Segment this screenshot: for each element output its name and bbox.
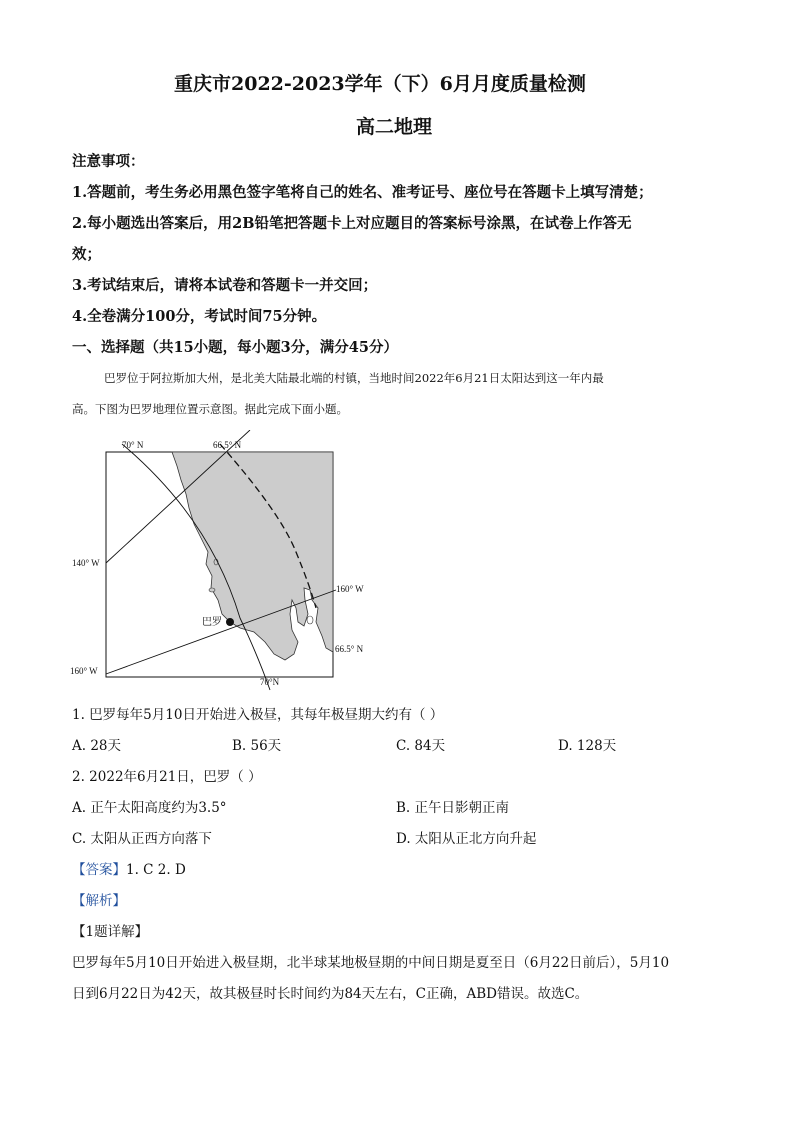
question-2-option-a: A. 正午太阳高度约为3.5° <box>72 800 227 816</box>
question-2-option-c: C. 太阳从正西方向落下 <box>72 831 212 847</box>
question-2-stem: 2. 2022年6月21日，巴罗（ ） <box>72 769 262 785</box>
section-intro: 巴罗位于阿拉斯加大州，是北美大陆最北端的村镇，当地时间2022年6月21日太阳达到这一年内最 <box>104 371 604 385</box>
answer-value: 1. C 2. D <box>126 862 186 878</box>
label-665n-right: 66.5° N <box>335 644 364 654</box>
islet <box>307 616 313 624</box>
question-2-option-b: B. 正午日影朝正南 <box>396 800 510 816</box>
label-665n-top: 66.5° N <box>213 440 242 450</box>
barrow-location-map <box>60 430 390 695</box>
page-subtitle: 高二地理 <box>356 116 433 138</box>
question-1-option-d: D. 128天 <box>558 738 617 754</box>
analysis-label: 【解析】 <box>72 893 126 909</box>
label-barrow: 巴罗 <box>202 617 222 628</box>
detail-text: 日到6月22日为42天，故其极昼时长时间约为84天左右，C正确，ABD错误。故选C。 <box>72 986 589 1002</box>
label-160w-right: 160° W <box>336 584 364 594</box>
label-70n-bottom: 70°N <box>260 677 280 687</box>
question-1-option-b: B. 56天 <box>232 738 282 754</box>
label-140w: 140° W <box>72 558 100 568</box>
page-title: 重庆市2022-2023学年（下）6月月度质量检测 <box>174 73 586 95</box>
question-1-option-a: A. 28天 <box>72 738 122 754</box>
section-intro: 高。下图为巴罗地理位置示意图。据此完成下面小题。 <box>72 402 348 416</box>
question-1-stem: 1. 巴罗每年5月10日开始进入极昼，其每年极昼期大约有（ ） <box>72 707 444 723</box>
section-heading: 一、选择题（共15小题，每小题3分，满分45分） <box>72 339 398 356</box>
barrow-marker <box>226 618 234 626</box>
note-item: 1.答题前，考生务必用黑色签字笔将自己的姓名、准考证号、座位号在答题卡上填写清楚； <box>72 184 653 201</box>
question-1-option-c: C. 84天 <box>396 738 446 754</box>
note-item: 3.考试结束后，请将本试卷和答题卡一并交回； <box>72 277 378 294</box>
detail-label: 【1题详解】 <box>72 924 149 940</box>
label-70n-top: 70° N <box>122 440 144 450</box>
answer-label: 【答案】 <box>72 862 126 878</box>
notes-heading: 注意事项： <box>72 153 145 170</box>
note-item: 4.全卷满分100分，考试时间75分钟。 <box>72 308 327 325</box>
note-item: 2.每小题选出答案后，用2B铅笔把答题卡上对应题目的答案标号涂黑，在试卷上作答无 <box>72 215 632 232</box>
detail-text: 巴罗每年5月10日开始进入极昼期，北半球某地极昼期的中间日期是夏至日（6月22日前后），5月10 <box>72 955 670 971</box>
answer-line <box>72 858 186 878</box>
question-2-option-d: D. 太阳从正北方向升起 <box>396 831 537 847</box>
note-item: 效； <box>72 246 101 263</box>
islet <box>209 588 215 592</box>
label-160w-left: 160° W <box>70 666 98 676</box>
